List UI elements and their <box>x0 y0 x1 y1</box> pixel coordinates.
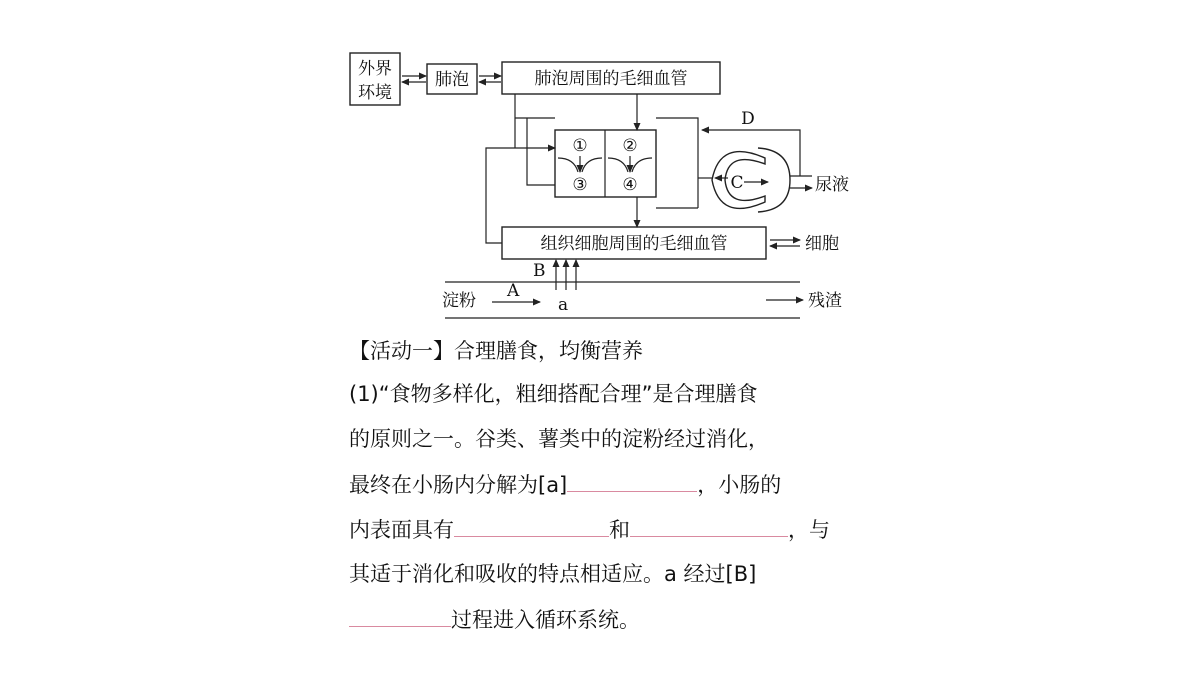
question-line-4 <box>349 514 830 544</box>
label-a-upper: A <box>507 281 520 301</box>
chamber-2: ② <box>622 136 638 156</box>
label-b: B <box>533 261 546 281</box>
answer-blank-3[interactable] <box>630 514 788 537</box>
question-line-6 <box>349 604 640 634</box>
starch-label: 淀粉 <box>442 291 476 311</box>
chamber-3: ③ <box>572 175 588 195</box>
activity-heading: 【活动一】合理膳食，均衡营养 <box>349 339 643 363</box>
line4-start: 内表面具有 <box>349 518 454 542</box>
answer-blank-1[interactable] <box>567 469 697 492</box>
line3-start: 最终在小肠内分解为[a] <box>349 473 568 497</box>
label-a-lower: a <box>558 295 569 315</box>
answer-blank-2[interactable] <box>454 514 609 537</box>
label-c: C <box>730 173 744 193</box>
chamber-1: ① <box>572 136 588 156</box>
urine-label: 尿液 <box>815 175 849 195</box>
question-line-1: (1)“食物多样化，粗细搭配合理”是合理膳食 <box>349 382 758 406</box>
circulation-diagram <box>0 0 1200 330</box>
label-d: D <box>741 109 755 129</box>
outside-env-label-2: 环境 <box>358 83 392 103</box>
line3-end: ，小肠的 <box>697 473 782 497</box>
line4-and: 和 <box>609 518 630 542</box>
question-line-2: 的原则之一。谷类、薯类中的淀粉经过消化， <box>349 427 769 451</box>
residue-label: 残渣 <box>808 291 842 311</box>
tissue-capillary-label: 组织细胞周围的毛细血管 <box>540 234 728 254</box>
line4-end: ，与 <box>788 518 830 542</box>
outside-env-label-1: 外界 <box>358 59 392 79</box>
answer-blank-4[interactable] <box>349 604 451 627</box>
question-line-5: 其适于消化和吸收的特点相适应。a 经过[B] <box>349 562 757 586</box>
chamber-4: ④ <box>622 175 638 195</box>
line6-text: 过程进入循环系统。 <box>451 608 640 632</box>
question-line-3 <box>349 469 781 499</box>
cells-label: 细胞 <box>805 234 839 254</box>
alveoli-label: 肺泡 <box>435 70 469 90</box>
alveolar-capillary-label: 肺泡周围的毛细血管 <box>534 69 688 89</box>
